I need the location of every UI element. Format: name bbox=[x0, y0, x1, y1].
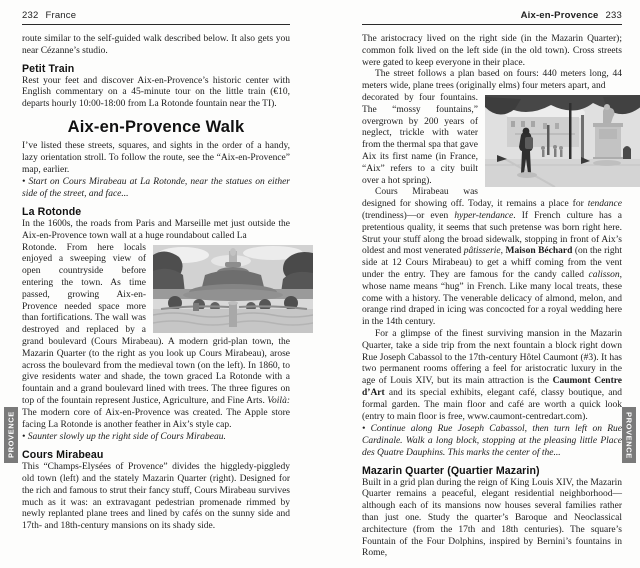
la-rotonde-fountain-photo bbox=[153, 245, 313, 333]
fours-paragraph-lead: The street follows a plan based on fours: 440 meters long, 44 meters wide, plane trees (originally elms) four meters apart, and bbox=[362, 69, 622, 92]
cours-mirabeau-street-photo bbox=[485, 95, 640, 187]
right-page-number: 233 bbox=[605, 10, 622, 21]
la-rotonde-paragraph-rest: Rotonde. From here locals enjoyed a sweeping view of open countryside before entering the town. As time passed, growing Aix-en-Provence needed space more than fortifications. The wall was destroyed and replaced by a grand boulevard (Cours Mirabeau). A modern grid-plan town, the Mazarin Quarter (to the right as you look up Cours Mirabeau), arose across the boulevard from the medieval town (on the left). In 1860, to give residents water and shade, the town graced La Rotonde with a fountain and a grand boulevard lined with trees. The three figures on top of the fountain represent Justice, Agriculture, and Fine Arts. Voilà: The modern core of Aix-en-Provence was created. The Apple store facing La Rotonde is another feather in Aix’s style cap. bbox=[22, 243, 290, 432]
mazarin-quarter-heading: Mazarin Quarter (Quartier Mazarin) bbox=[362, 464, 540, 477]
cours-mirabeau-paragraph: This “Champs-Elysées of Provence” divides the higgledy-piggledy old town (left) and the stately Mazarin Quarter (right). Designed for the rich and famous to strut their fancy stuff, Cours Mirabeau survives much as it was: an extravagant pedestrian promenade rimmed by newly replanted plane trees and lined by cafés on the sunny side and 17th- and 18th-century mansions on its shady side. bbox=[22, 462, 290, 532]
mazarin-quarter-paragraph: Built in a grid plan during the reign of King Louis XIV, the Mazarin Quarter remains a peaceful, elegant residential neighborhood—although each of its mansions now houses several families rather than just one. Study the quarter’s Baroque and Neoclassical architecture (from the 17th and 18th centuries). The square’s Fountain of the Four Dolphins, inspired by Bernini’s fountains in Rome, bbox=[362, 477, 622, 559]
walk-title: Aix-en-Provence Walk bbox=[67, 117, 245, 136]
showing-off-paragraph: Cours Mirabeau was designed for showing off. Today, it remains a place for tendance (trendiness)—or even hyper-tendance. If French culture has a pretentious quality, it seems that such pretense was born right here. Strut your stuff along the broad sidewalk, stopping in front of Aix’s oldest and most venerated pâtisserie, Maison Béchard (on the right side at 12 Cours Mirabeau) to get a whiff coming from the vent under the entry. They are famous for the candy called calisson, whose name means “hug” in French. Like many local treats, these come with a history. The venerable delicacy of almond, melon, and orange rind draped in icing was concocted for a royal wedding here in the 14th century. bbox=[362, 187, 623, 328]
la-rotonde-heading: La Rotonde bbox=[22, 205, 82, 218]
mazarin-direction-note: • Continue along Rue Joseph Cabassol, then turn left on Rue Cardinale. Walk a long block, stopping at the pleasing little Place des Quatre Dauphins. This marks the center of the... bbox=[362, 424, 622, 458]
intro-continuation-paragraph: route similar to the self-guided walk described below. It also gets you near Cézanne’s studio. bbox=[22, 34, 290, 56]
walk-intro-paragraph: I’ve listed these streets, squares, and sights in the order of a handy, lazy orientation stroll. To follow the route, see the “Aix-en-Provence” map, earlier. bbox=[22, 140, 290, 175]
left-running-head bbox=[22, 10, 290, 25]
right-running-head bbox=[362, 10, 622, 25]
aristocracy-paragraph: The aristocracy lived on the right side (in the Mazarin Quarter); common folk lived on the left side (in the old town). Cross streets were gated to keep everyone in their place. bbox=[362, 34, 622, 68]
petit-train-heading: Petit Train bbox=[22, 62, 75, 75]
petit-train-paragraph: Rest your feet and discover Aix-en-Provence’s historic center with English commentary on a 45-minute tour on the little train (€10, departs hourly 10:00-18:00 from La Rotonde fountain near the TI). bbox=[22, 75, 290, 110]
page-right bbox=[362, 10, 622, 560]
left-page-section: France bbox=[45, 10, 77, 21]
walk-direction-note: • Start on Cours Mirabeau at La Rotonde, near the statues on either side of the street, and face... bbox=[22, 177, 290, 200]
left-page-number: 232 bbox=[22, 10, 39, 21]
page-left bbox=[22, 10, 290, 533]
caumont-paragraph: For a glimpse of the finest surviving mansion in the Mazarin Quarter, take a side trip from the next fountain a block right down Rue Joseph Cabassol to the 17th-century Hôtel Caumont (#3). It has two permanent rooms offering a feel for aristocratic luxury in the age of Louis XIV, but its main attraction is the Caumont Centre d’Art and its special exhibits, elegant café, classy boutique, and formal garden. The main floor and café are worth a quick look (entry to main floor is free, www.caumont-centredart.com). bbox=[362, 328, 622, 422]
provence-section-tab-right: PROVENCE bbox=[622, 407, 636, 463]
right-page-section: Aix-en-Provence bbox=[520, 10, 599, 21]
fours-paragraph-rest: decorated by four fountains. The “mossy fountains,” overgrown by 200 years of neglect, trickle with water from the thermal spa that gave Aix its first name (in France, “Aix” refers to a city built over a hot spring). bbox=[362, 93, 622, 187]
provence-section-tab-left: PROVENCE bbox=[4, 407, 18, 463]
la-rotonde-paragraph-lead: In the 1600s, the roads from Paris and Marseille met just outside the Aix-en-Provence town wall at a huge roundabout called La bbox=[22, 218, 290, 241]
cours-mirabeau-heading: Cours Mirabeau bbox=[22, 449, 104, 462]
la-rotonde-direction-note: • Saunter slowly up the right side of Cours Mirabeau. bbox=[22, 432, 226, 443]
